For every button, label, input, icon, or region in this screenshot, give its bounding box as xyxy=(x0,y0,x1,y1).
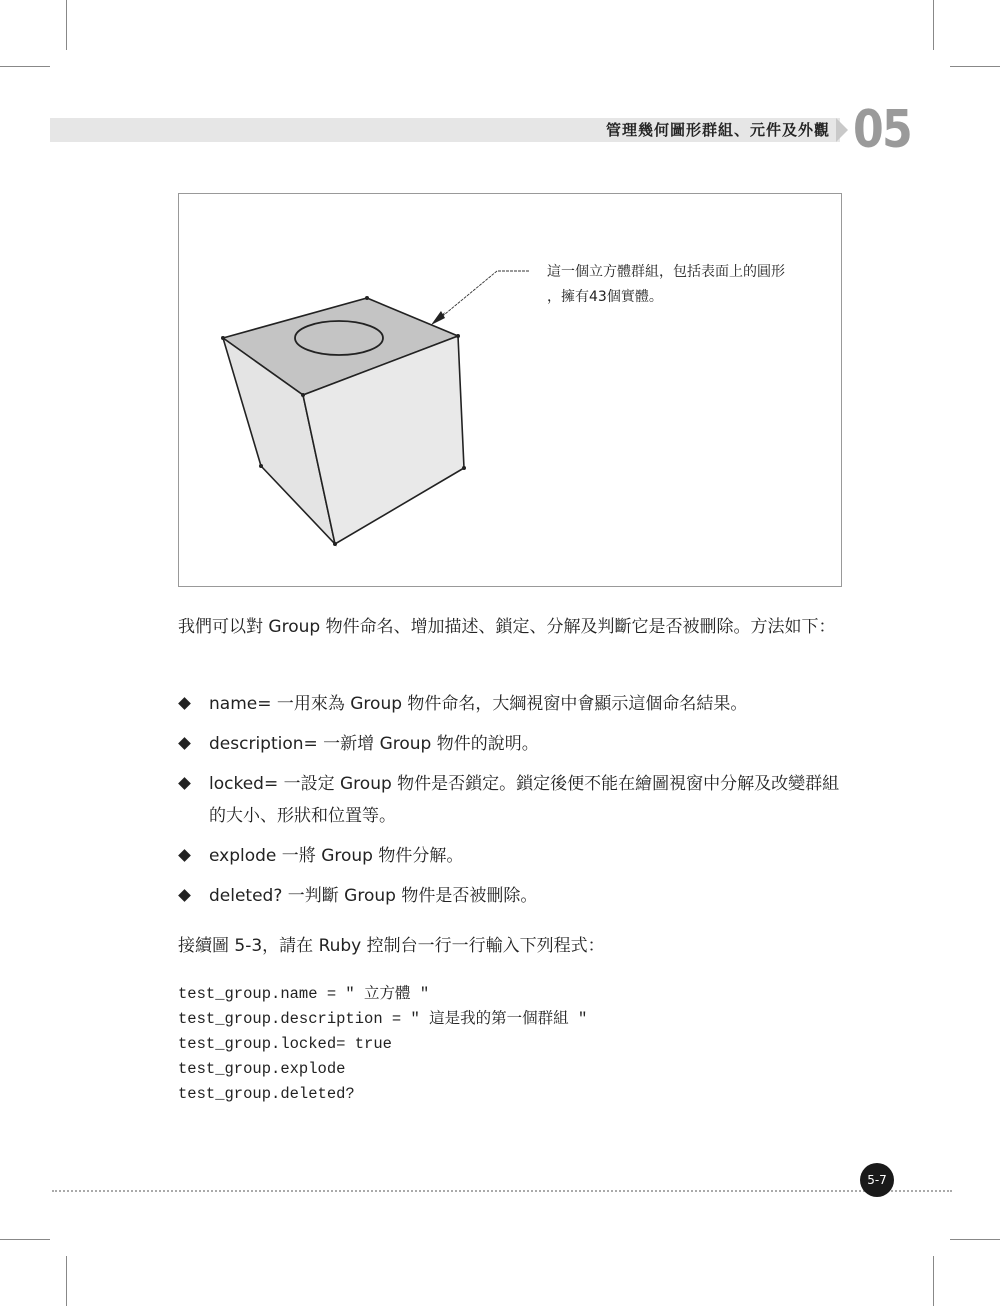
code-line: test_group.deleted? xyxy=(178,1085,355,1103)
bullet-diamond-icon xyxy=(178,889,191,902)
intro-paragraph: 我們可以對 Group 物件命名、增加描述、鎖定、分解及判斷它是否被刪除。方法如下： xyxy=(178,617,836,637)
list-item xyxy=(178,688,848,720)
list-item xyxy=(178,768,848,832)
crop-mark xyxy=(950,66,1000,67)
crop-mark xyxy=(933,0,934,50)
chapter-number: 05 xyxy=(853,100,912,160)
crop-mark xyxy=(66,1256,67,1306)
code-block xyxy=(178,982,587,1107)
method-list xyxy=(178,688,848,920)
bullet-diamond-icon xyxy=(178,777,191,790)
list-item xyxy=(178,840,848,872)
footer-divider xyxy=(52,1190,952,1192)
list-item-text: description= 一新增 Group 物件的說明。 xyxy=(209,734,539,754)
crop-mark xyxy=(66,0,67,50)
callout-line-1: 這一個立方體群組，包括表面上的圓形 xyxy=(547,264,785,280)
figure-callout xyxy=(547,260,837,310)
crop-mark xyxy=(0,66,50,67)
crop-mark xyxy=(0,1239,50,1240)
code-line: test_group.description = " 這是我的第一個群組 " xyxy=(178,1010,588,1028)
bullet-diamond-icon xyxy=(178,849,191,862)
code-line: test_group.explode xyxy=(178,1060,346,1078)
list-item-text: explode 一將 Group 物件分解。 xyxy=(209,846,464,866)
continue-paragraph: 接續圖 5-3，請在 Ruby 控制台一行一行輸入下列程式： xyxy=(178,936,605,956)
top-circle xyxy=(295,321,383,355)
code-line: test_group.name = " 立方體 " xyxy=(178,985,430,1003)
callout-line-2: ，擁有43個實體。 xyxy=(547,289,663,305)
list-item-text: locked= 一設定 Group 物件是否鎖定。鎖定後便不能在繪圖視窗中分解及改變群組的大小、形狀和位置等。 xyxy=(209,774,840,826)
crop-mark xyxy=(950,1239,1000,1240)
code-line: test_group.locked= true xyxy=(178,1035,392,1053)
list-item-text: name= 一用來為 Group 物件命名，大綱視窗中會顯示這個命名結果。 xyxy=(209,694,748,714)
callout-leader-line xyxy=(439,271,529,319)
cube-illustration xyxy=(179,194,841,586)
list-item-text: deleted? 一判斷 Group 物件是否被刪除。 xyxy=(209,886,538,906)
bullet-diamond-icon xyxy=(178,737,191,750)
list-item xyxy=(178,728,848,760)
crop-mark xyxy=(933,1256,934,1306)
list-item xyxy=(178,880,848,912)
page-number: 5-7 xyxy=(860,1163,894,1197)
bullet-diamond-icon xyxy=(178,697,191,710)
chapter-title: 管理幾何圖形群組、元件及外觀 xyxy=(605,121,830,139)
figure-cube-group xyxy=(178,193,842,587)
header-arrow xyxy=(836,118,848,142)
